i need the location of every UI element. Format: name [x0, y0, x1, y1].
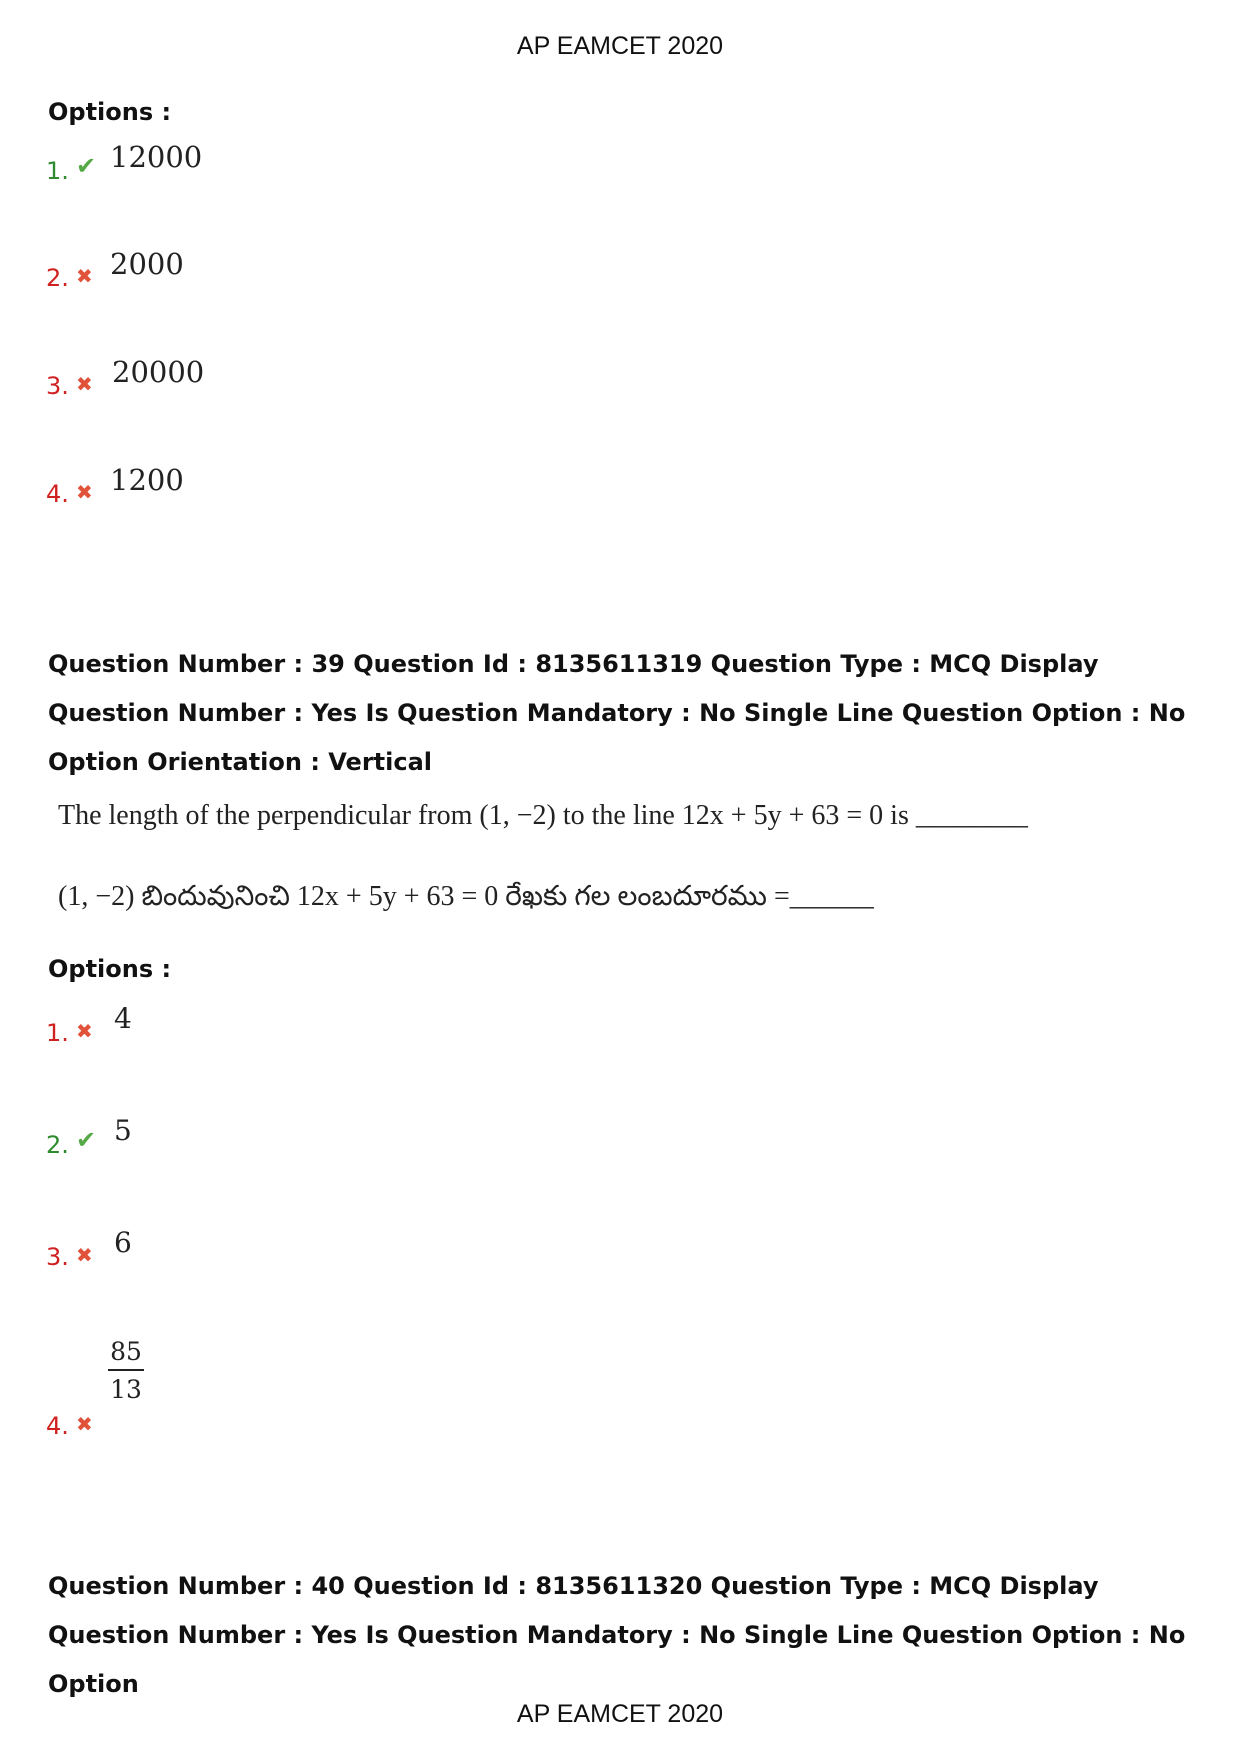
options-label: Options : — [48, 98, 172, 126]
cross-icon: ✖ — [76, 372, 93, 396]
fraction-bar — [108, 1369, 144, 1371]
option-number: 1. — [46, 1019, 69, 1047]
option-number: 2. — [46, 1131, 69, 1159]
question-meta: Question Number : 40 Question Id : 8135611320 Question Type : MCQ Display Question Number : Yes Is Question Mandatory : No Single Line Question Option : No Option — [48, 1572, 1186, 1698]
option-number: 4. — [46, 480, 69, 508]
check-icon: ✔ — [76, 1126, 97, 1154]
option-value: 4 — [114, 1002, 132, 1035]
question-meta: Question Number : 39 Question Id : 8135611319 Question Type : MCQ Display Question Number : Yes Is Question Mandatory : No Single Line Question Option : No Option Orientation : Vertical — [48, 650, 1186, 776]
cross-icon: ✖ — [76, 480, 93, 504]
fraction-denominator: 13 — [110, 1375, 142, 1404]
option-number: 2. — [46, 264, 69, 292]
option-number: 3. — [46, 372, 69, 400]
check-icon: ✔ — [76, 152, 97, 180]
option-number: 3. — [46, 1243, 69, 1271]
cross-icon: ✖ — [76, 1243, 93, 1267]
cross-icon: ✖ — [76, 264, 93, 288]
fraction-numerator: 85 — [110, 1337, 142, 1366]
page-header: AP EAMCET 2020 — [516, 32, 724, 60]
question-text-english: The length of the perpendicular from (1, −2) to the line 12x + 5y + 63 = 0 is ________ — [58, 800, 1028, 831]
page-footer: AP EAMCET 2020 — [516, 1700, 724, 1728]
fraction-value — [108, 1339, 144, 1402]
option-value: 1200 — [110, 463, 184, 497]
option-number: 4. — [46, 1412, 69, 1440]
cross-icon: ✖ — [76, 1412, 93, 1436]
option-value: 20000 — [112, 355, 205, 389]
option-value: 12000 — [110, 140, 203, 174]
option-value: 2000 — [110, 247, 184, 281]
option-value: 6 — [114, 1226, 132, 1259]
cross-icon: ✖ — [76, 1019, 93, 1043]
option-number: 1. — [46, 157, 69, 185]
option-value: 5 — [114, 1114, 132, 1147]
question-text-telugu: (1, −2) బిందువునించి 12x + 5y + 63 = 0 రేఖకు గల లంబదూరము =______ — [58, 881, 874, 912]
options-label: Options : — [48, 955, 172, 983]
